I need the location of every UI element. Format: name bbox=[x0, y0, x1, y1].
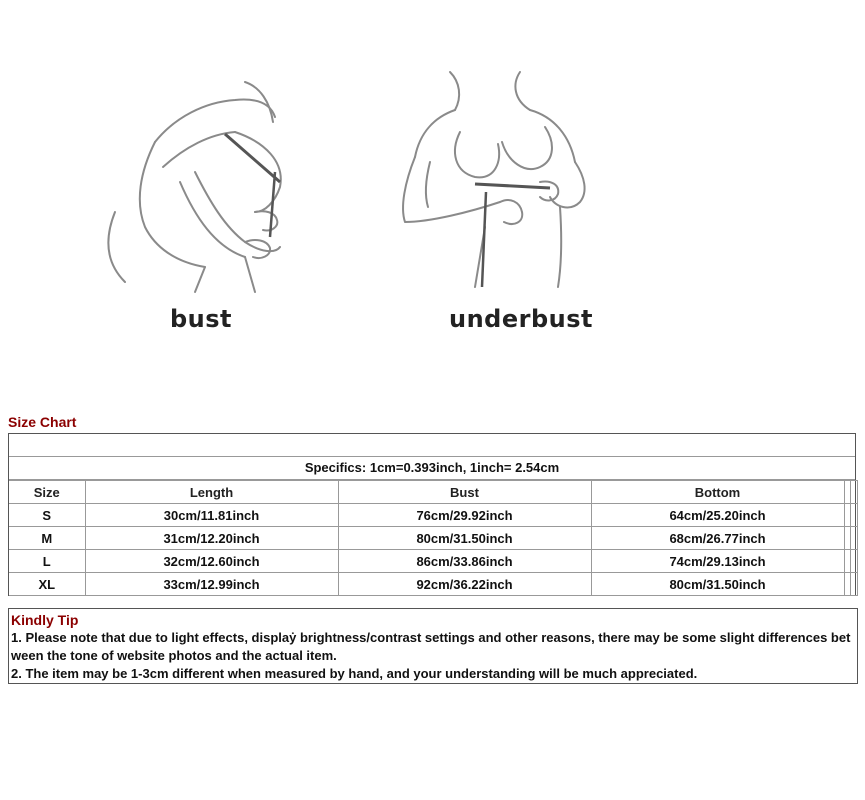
bust-cell: 86cm/33.86inch bbox=[338, 550, 591, 573]
kindly-tip-box bbox=[8, 608, 858, 684]
tip-title: Kindly Tip bbox=[11, 612, 79, 628]
size-cell: XL bbox=[9, 573, 85, 596]
length-cell: 31cm/12.20inch bbox=[85, 527, 338, 550]
size-table bbox=[9, 480, 858, 596]
empty-cell bbox=[850, 573, 857, 596]
header-bust: Bust bbox=[338, 481, 591, 504]
header-bottom: Bottom bbox=[591, 481, 844, 504]
table-row bbox=[9, 550, 857, 573]
empty-cell bbox=[850, 527, 857, 550]
bust-measure-drawing bbox=[95, 62, 325, 292]
length-cell: 33cm/12.99inch bbox=[85, 573, 338, 596]
bottom-cell: 80cm/31.50inch bbox=[591, 573, 844, 596]
bottom-cell: 74cm/29.13inch bbox=[591, 550, 844, 573]
length-cell: 30cm/11.81inch bbox=[85, 504, 338, 527]
header-empty-2 bbox=[850, 481, 857, 504]
size-cell: S bbox=[9, 504, 85, 527]
size-cell: L bbox=[9, 550, 85, 573]
size-cell: M bbox=[9, 527, 85, 550]
table-row bbox=[9, 504, 857, 527]
empty-cell bbox=[850, 550, 857, 573]
bust-cell: 92cm/36.22inch bbox=[338, 573, 591, 596]
table-row bbox=[9, 527, 857, 550]
size-chart-blank-row bbox=[9, 434, 855, 457]
header-length: Length bbox=[85, 481, 338, 504]
underbust-measure-drawing bbox=[390, 62, 600, 292]
size-table-header bbox=[9, 481, 857, 504]
tip-line-2: 2. The item may be 1-3cm different when measured by hand, and your understanding will be much appreciated. bbox=[11, 666, 698, 681]
table-row bbox=[9, 573, 857, 596]
specifics-note: Specifics: 1cm=0.393inch, 1inch= 2.54cm bbox=[9, 457, 855, 480]
bust-cell: 80cm/31.50inch bbox=[338, 527, 591, 550]
bust-illustration bbox=[95, 62, 325, 292]
size-chart-table bbox=[8, 433, 856, 596]
bust-caption: bust bbox=[170, 305, 233, 333]
length-cell: 32cm/12.60inch bbox=[85, 550, 338, 573]
bust-cell: 76cm/29.92inch bbox=[338, 504, 591, 527]
bottom-cell: 68cm/26.77inch bbox=[591, 527, 844, 550]
underbust-illustration bbox=[390, 62, 600, 292]
size-chart-title: Size Chart bbox=[8, 414, 77, 430]
tip-line-1: 1. Please note that due to light effects, displaẏ brightness/contrast settings and other reasons, there may be some slight differences between the tone of website photos and the actual item. bbox=[11, 630, 851, 663]
bottom-cell: 64cm/25.20inch bbox=[591, 504, 844, 527]
header-size: Size bbox=[9, 481, 85, 504]
underbust-caption: underbust bbox=[449, 305, 593, 333]
empty-cell bbox=[850, 504, 857, 527]
